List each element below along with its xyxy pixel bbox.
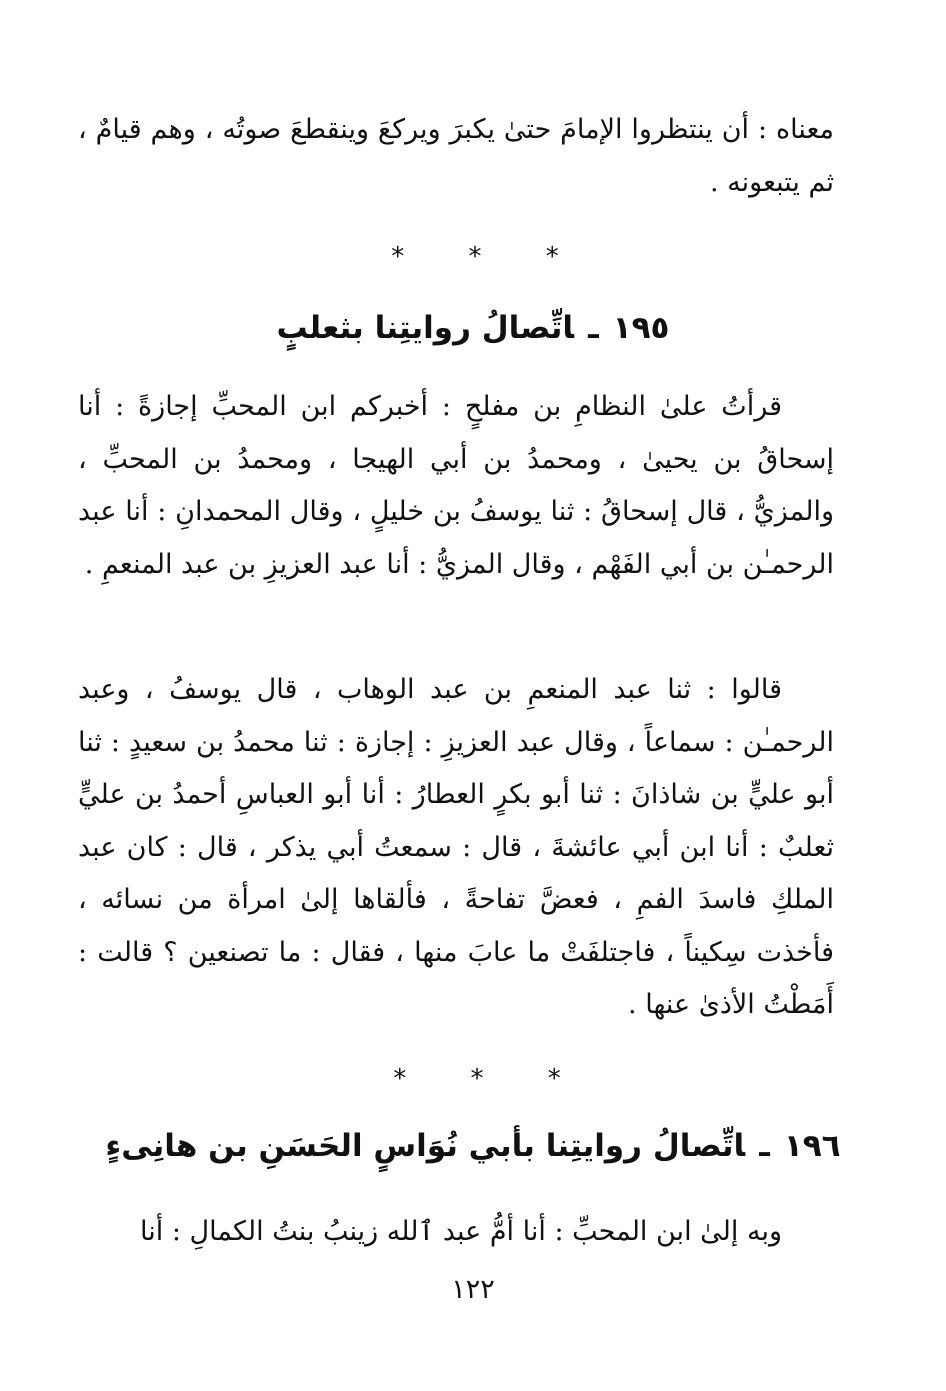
heading-title: اتِّصالُ روايتِنا بثعلبٍ <box>276 310 575 346</box>
section-heading-195 <box>0 310 946 346</box>
section-195-paragraph-1: قرأتُ علىٰ النظامِ بن مفلحٍ : أخبركم ابن المحبِّ إجازةً : أنا إسحاقُ بن يحيىٰ ، ومحمدُ بن أبي الهيجا ، ومحمدُ بن المحبِّ ، والمزيُّ ، قال إسحاقُ : ثنا يوسفُ بن خليلٍ ، وقال المحمدانِ : أنا عبد الرحمـٰن بن أبي الفَهْم ، وقال المزيُّ : أنا عبد العزيزِ بن عبد المنعمِ . <box>78 391 834 580</box>
heading-dash: ـ <box>588 310 599 346</box>
section-heading-196 <box>0 1128 946 1164</box>
heading-dash: ـ <box>759 1128 770 1164</box>
section-separator: * * * <box>391 242 587 272</box>
heading-number: ١٩٥ <box>612 310 670 346</box>
heading-number: ١٩٦ <box>783 1128 841 1164</box>
section-195-paragraph-2: قالوا : ثنا عبد المنعمِ بن عبد الوهاب ، قال يوسفُ ، وعبد الرحمـٰن : سماعاً ، وقال عبد العزيزِ : إجازة : ثنا محمدُ بن سعيدٍ : ثنا أبو عليٍّ بن شاذانَ : ثنا أبو بكرٍ العطارُ : أنا أبو العباسِ أحمدُ بن عليٍّ ثعلبٌ : أنا ابن أبي عائشةَ ، قال : سمعتُ أبي يذكر ، قال : كان عبد الملكِ فاسدَ الفمِ ، فعضَّ تفاحةً ، فألقاها إلىٰ امرأة من نسائه ، فأخذت سِكيناً ، فاجتلفَتْ ما عابَ منها ، فقال : ما تصنعين ؟ قالت : أَمَطْتُ الأذىٰ عنها . <box>78 674 834 1020</box>
intro-paragraph: معناه : أن ينتظروا الإمامَ حتىٰ يكبرَ ويركعَ وينقطعَ صوتُه ، وهم قيامٌ ، ثم يتبعونه . <box>78 114 834 198</box>
section-separator: * * * <box>393 1064 589 1094</box>
section-196-paragraph-1: وبه إلىٰ ابن المحبِّ : أنا أمُّ عبد ٱلله زينبُ بنتُ الكمالِ : أنا <box>140 1216 782 1247</box>
page-number: ١٢٢ <box>451 1274 495 1305</box>
heading-title: اتِّصالُ روايتِنا بأبي نُوَاسٍ الحَسَنِ بن هانِىءٍ <box>105 1128 746 1164</box>
